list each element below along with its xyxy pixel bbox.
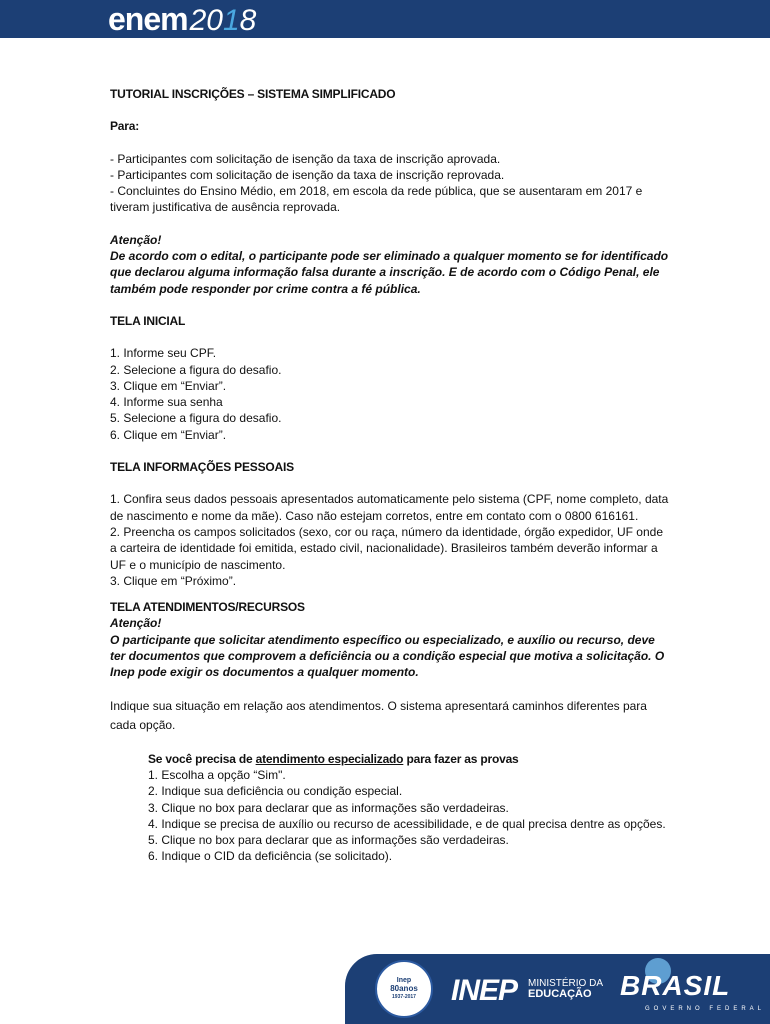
step-item: 6. Clique em “Enviar”.	[110, 427, 227, 442]
seal-text: 1937-2017	[392, 994, 416, 1000]
warning-label: Atenção!	[110, 616, 162, 631]
logo-year	[190, 4, 257, 38]
sub-heading-suffix: para fazer as provas	[403, 751, 519, 766]
para-item: - Participantes com solicitação de isenção da taxa de inscrição reprovada.	[110, 167, 505, 182]
sub-heading-link: atendimento especializado	[255, 751, 404, 766]
section-heading-tela-inicial: TELA INICIAL	[110, 313, 186, 328]
step-item: 3. Clique em “Enviar”.	[110, 378, 227, 393]
para-label: Para:	[110, 119, 140, 134]
step-item: 6. Indique o CID da deficiência (se solicitado).	[148, 849, 393, 864]
mec-text: MINISTÉRIO DA	[528, 978, 604, 989]
step-item: 4. Informe sua senha	[110, 395, 223, 410]
brasil-logo: BRASIL	[620, 970, 731, 1001]
step-item: 2. Indique sua deficiência ou condição especial.	[148, 784, 403, 799]
intro-text: Indique sua situação em relação aos atendimentos. O sistema apresentará caminhos diferentes para cada opção.	[110, 698, 647, 732]
seal-text: 80anos	[390, 984, 418, 993]
document-body	[110, 86, 670, 865]
logo-year-part: 8	[239, 4, 257, 37]
step-item: 1. Informe seu CPF.	[110, 346, 217, 361]
step-item: 5. Selecione a figura do desafio.	[110, 411, 282, 426]
logo-year-part: 20	[189, 4, 223, 37]
warning-text: O participante que solicitar atendimento específico ou especializado, e auxílio ou recurso, deve ter documentos que comprovem a deficiência ou a condição especial que motiva a solicitação. O Inep pode exigir os documentos a qualquer momento.	[110, 632, 665, 680]
step-item: 4. Indique se precisa de auxílio ou recurso de acessibilidade, e de qual precisa dentre as opções.	[148, 816, 666, 831]
document-title: TUTORIAL INSCRIÇÕES – SISTEMA SIMPLIFICADO	[110, 87, 396, 101]
section-heading-tela-info: TELA INFORMAÇÕES PESSOAIS	[110, 460, 294, 475]
sub-heading	[148, 751, 670, 767]
step-item: 5. Clique no box para declarar que as informações são verdadeiras.	[148, 833, 509, 848]
logo-year-part: 1	[222, 4, 240, 37]
mec-logo	[528, 978, 603, 1000]
mec-text: EDUCAÇÃO	[528, 988, 592, 1000]
step-item: 1. Confira seus dados pessoais apresentados automaticamente pelo sistema (CPF, nome completo, data de nascimento e nome da mãe). Caso não estejam corretos, entre em contato com o 0800 616161.	[110, 492, 669, 523]
step-item: 1. Escolha a opção “Sim".	[148, 767, 286, 782]
enem-logo	[108, 2, 256, 36]
sub-section	[110, 751, 670, 865]
inep-logo: INEP	[451, 974, 518, 1007]
header-bar	[0, 0, 770, 38]
step-item: 3. Clique no box para declarar que as informações são verdadeiras.	[148, 800, 509, 815]
para-item: - Participantes com solicitação de isenção da taxa de inscrição aprovada.	[110, 151, 501, 166]
warning-label: Atenção!	[110, 232, 162, 247]
step-item: 3. Clique em “Próximo”.	[110, 573, 237, 588]
inep-80-anos-seal	[375, 960, 433, 1018]
governo-federal-text: GOVERNO FEDERAL	[645, 1006, 766, 1012]
logo-text: enem	[108, 1, 188, 37]
step-item: 2. Preencha os campos solicitados (sexo, cor ou raça, número da identidade, órgão expedidor, UF onde a carteira de identidade foi emitida, estado civil, nacionalidade). Brasileiros também deverão informar a UF e o município de nascimento.	[110, 524, 663, 572]
footer-banner	[345, 954, 770, 1024]
sub-heading-prefix: Se você precisa de	[148, 751, 256, 766]
para-item: - Concluintes do Ensino Médio, em 2018, em escola da rede pública, que se ausentaram em 2017 e tiveram justificativa de ausência reprovada.	[110, 184, 643, 215]
warning-text: De acordo com o edital, o participante pode ser eliminado a qualquer momento se for identificado que declarou alguma informação falsa durante a inscrição. E de acordo com o Código Penal, ele também pode responder por crime contra a fé pública.	[110, 249, 669, 296]
step-item: 2. Selecione a figura do desafio.	[110, 362, 282, 377]
section-heading-tela-atend: TELA ATENDIMENTOS/RECURSOS	[110, 600, 305, 615]
seal-text: Inep	[396, 977, 412, 984]
